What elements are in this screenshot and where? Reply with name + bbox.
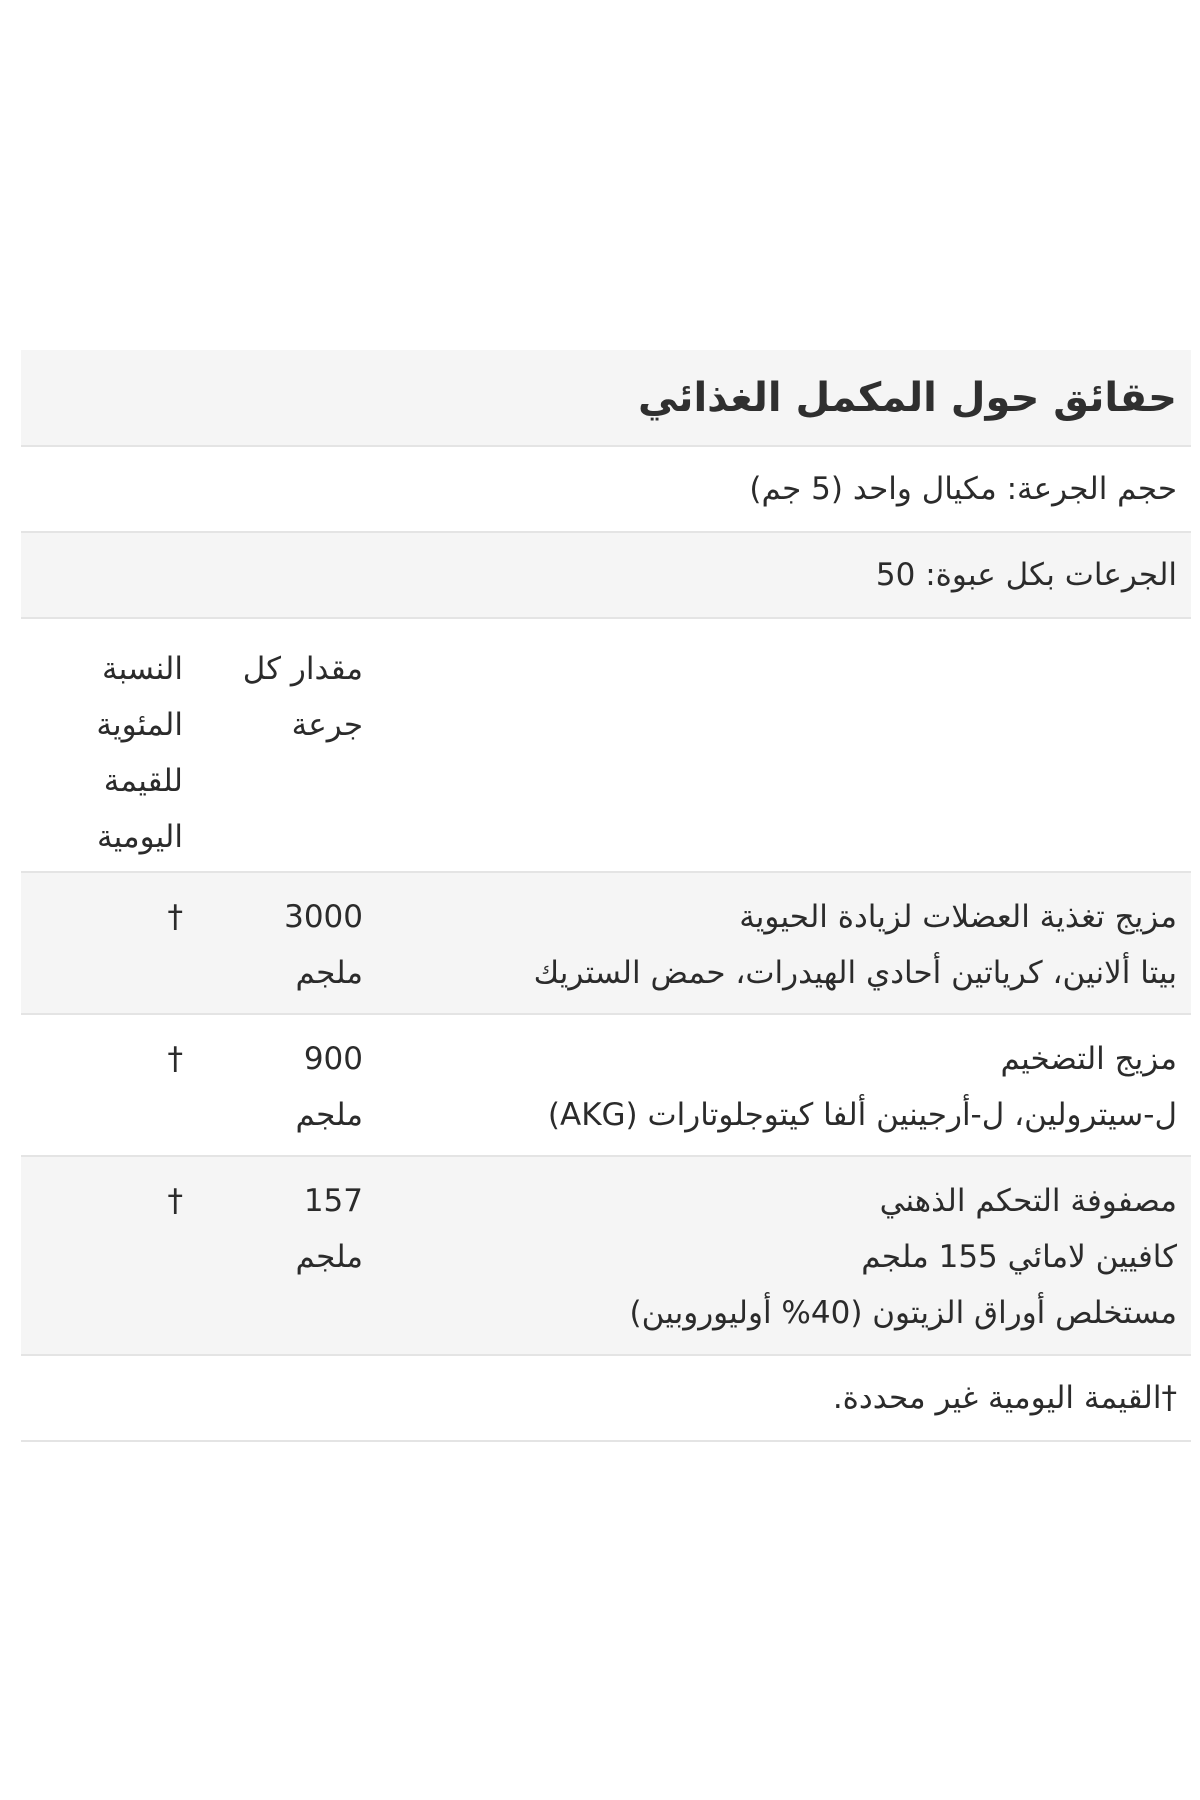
ingredient-cell (371, 1173, 1191, 1342)
daily-value-cell (21, 889, 201, 1001)
servings-per-container: الجرعات بكل عبوة: 50 (875, 557, 1177, 593)
ingredient-detail: كافيين لامائي 155 ملجم (861, 1239, 1177, 1275)
amount-unit: ملجم (295, 955, 363, 991)
amount-column-header (201, 641, 371, 859)
table-row (21, 873, 1191, 1015)
daily-value-header-label: النسبة المئوية للقيمة اليومية (96, 651, 183, 855)
panel-title: حقائق حول المكمل الغذائي (637, 374, 1177, 421)
ingredient-name: مزيج تغذية العضلات لزيادة الحيوية (739, 899, 1177, 935)
amount-header-label: مقدار كل جرعة (242, 651, 363, 743)
servings-per-container-row (21, 533, 1191, 619)
ingredient-name: مصفوفة التحكم الذهني (879, 1183, 1177, 1219)
amount-unit: ملجم (295, 1239, 363, 1275)
daily-value-cell (21, 1173, 201, 1342)
table-row (21, 1015, 1191, 1157)
amount-cell (201, 889, 371, 1001)
serving-size-row (21, 447, 1191, 533)
amount-unit: ملجم (295, 1097, 363, 1133)
title-row (21, 350, 1191, 447)
footnote-row (21, 1356, 1191, 1442)
supplement-facts-panel (21, 350, 1191, 1442)
daily-value-column-header (21, 641, 201, 859)
amount-cell (201, 1173, 371, 1342)
ingredient-cell (371, 1031, 1191, 1143)
footnote: †القيمة اليومية غير محددة. (832, 1380, 1177, 1416)
ingredient-name: مزيج التضخيم (1000, 1041, 1177, 1077)
ingredient-detail: مستخلص أوراق الزيتون (40% أوليوروبين) (629, 1295, 1177, 1331)
daily-value-dagger: † (167, 1183, 183, 1219)
column-header-row (21, 619, 1191, 873)
amount-value: 900 (303, 1041, 363, 1077)
ingredient-cell (371, 889, 1191, 1001)
ingredient-detail: ل-سيترولين، ل-أرجينين ألفا كيتوجلوتارات (AKG) (547, 1097, 1177, 1133)
daily-value-dagger: † (167, 1041, 183, 1077)
daily-value-dagger: † (167, 899, 183, 935)
amount-value: 3000 (284, 899, 363, 935)
name-column-header (371, 641, 1191, 859)
ingredient-detail: بيتا ألانين، كرياتين أحادي الهيدرات، حمض الستريك (533, 955, 1177, 991)
table-row (21, 1157, 1191, 1356)
amount-value: 157 (303, 1183, 363, 1219)
serving-size: حجم الجرعة: مكيال واحد (5 جم) (749, 471, 1177, 507)
daily-value-cell (21, 1031, 201, 1143)
amount-cell (201, 1031, 371, 1143)
